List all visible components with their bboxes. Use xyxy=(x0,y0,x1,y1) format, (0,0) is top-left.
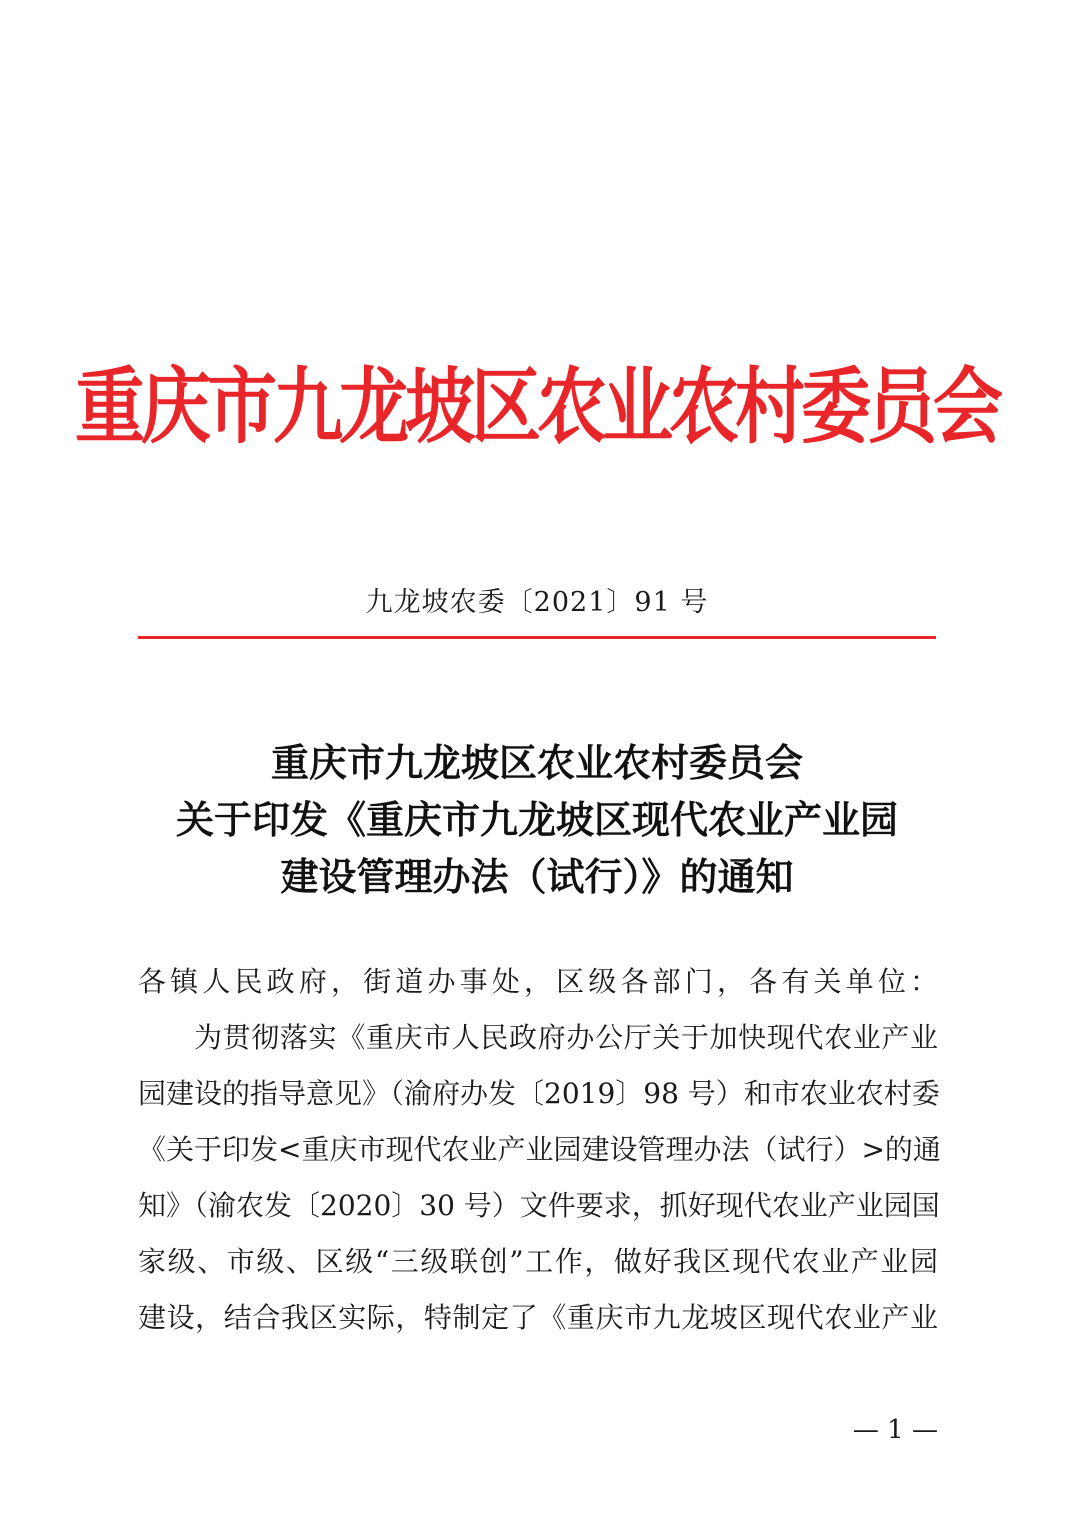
document-body xyxy=(138,954,941,1346)
title-line-3: 建设管理办法（试行）》的通知 xyxy=(280,854,794,899)
document-title xyxy=(0,734,1074,905)
issuing-authority-header: 重庆市九龙坡区农业农村委员会 xyxy=(75,358,999,456)
paragraph-line: 园建设的指导意见》（渝府办发〔2019〕98 号）和市农业农村委 xyxy=(138,1077,940,1110)
paragraph-line: 家级、市级、区级“三级联创”工作，做好我区现代农业产业园 xyxy=(138,1245,938,1278)
paragraph-line: 《关于印发<重庆市现代农业产业园建设管理办法（试行）>的通 xyxy=(138,1133,941,1166)
addressee-line: 各镇人民政府，街道办事处，区级各部门，各有关单位： xyxy=(138,965,938,998)
paragraph-line: 知》（渝农发〔2020〕30 号）文件要求，抓好现代农业产业园国 xyxy=(138,1189,940,1222)
title-line-2: 关于印发《重庆市九龙坡区现代农业产业园 xyxy=(175,797,898,842)
paragraph-line: 为贯彻落实《重庆市人民政府办公厅关于加快现代农业产业 xyxy=(194,1021,938,1054)
title-line-1: 重庆市九龙坡区农业农村委员会 xyxy=(270,740,803,785)
paragraph-line: 建设，结合我区实际，特制定了《重庆市九龙坡区现代农业产业 xyxy=(138,1301,938,1334)
document-number: 九龙坡农委〔2021〕91 号 xyxy=(365,587,709,618)
page-number: — 1 — xyxy=(852,1415,938,1445)
red-separator-line xyxy=(138,636,936,639)
